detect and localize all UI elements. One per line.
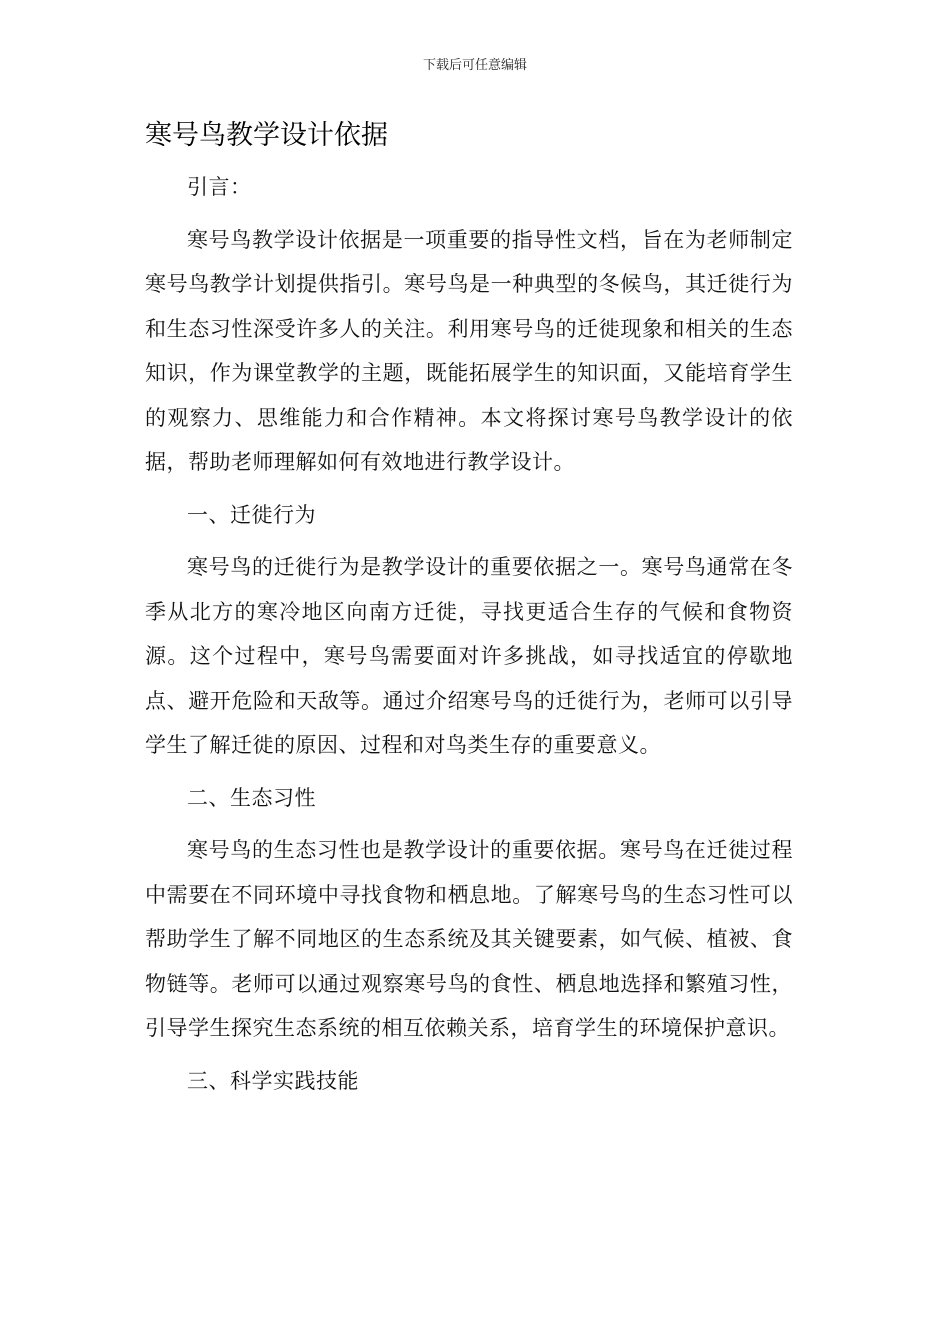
section-3-heading: 三、科学实践技能: [187, 1068, 359, 1093]
intro-label: 引言：: [187, 175, 252, 199]
document-title: 寒号鸟教学设计依据: [145, 120, 388, 151]
document-body: [145, 165, 793, 1111]
section-2-paragraph: 寒号鸟的生态习性也是教学设计的重要依据。寒号鸟在迁徙过程中需要在不同环境中寻找食物和栖息地。了解寒号鸟的生态习性可以帮助学生了解不同地区的生态系统及其关键要素，如气候、植被、食物链等。老师可以通过观察寒号鸟的食性、栖息地选择和繁殖习性，引导学生探究生态系统的相互依赖关系，培育学生的环境保护意识。: [145, 838, 793, 1040]
section-1-paragraph: 寒号鸟的迁徙行为是教学设计的重要依据之一。寒号鸟通常在冬季从北方的寒冷地区向南方迁徙，寻找更适合生存的气候和食物资源。这个过程中，寒号鸟需要面对许多挑战，如寻找适宜的停歇地点、避开危险和天敌等。通过介绍寒号鸟的迁徙行为，老师可以引导学生了解迁徙的原因、过程和对鸟类生存的重要意义。: [145, 555, 793, 757]
intro-paragraph: 寒号鸟教学设计依据是一项重要的指导性文档，旨在为老师制定寒号鸟教学计划提供指引。寒号鸟是一种典型的冬候鸟，其迁徙行为和生态习性深受许多人的关注。利用寒号鸟的迁徙现象和相关的生态知识，作为课堂教学的主题，既能拓展学生的知识面，又能培育学生的观察力、思维能力和合作精神。本文将探讨寒号鸟教学设计的依据，帮助老师理解如何有效地进行教学设计。: [145, 227, 793, 474]
section-1-heading: 一、迁徙行为: [187, 502, 316, 527]
header-note: 下载后可任意编辑: [422, 58, 527, 73]
section-2-heading: 二、生态习性: [187, 785, 316, 810]
